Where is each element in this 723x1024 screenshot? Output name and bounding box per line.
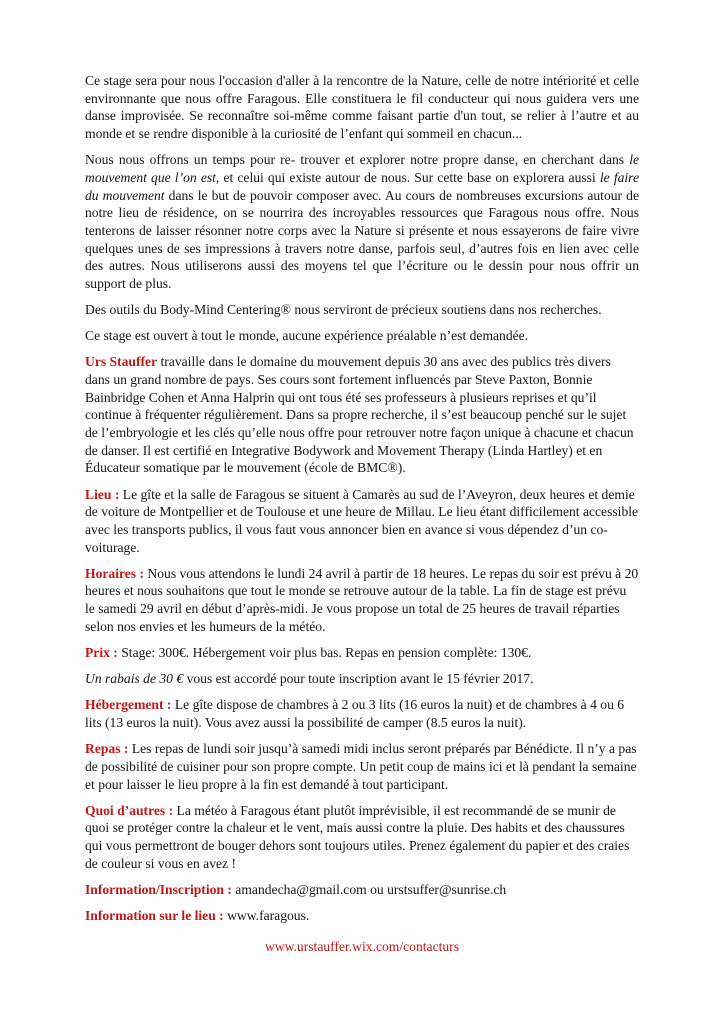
section-label-horaires: Horaires :	[85, 565, 145, 581]
section-label-information-lieu: Information sur le lieu :	[85, 908, 224, 924]
paragraph-lieu	[85, 486, 642, 557]
text-run: Des outils du Body-Mind Centering® nous serviront de précieux soutiens dans nos recherches.	[85, 302, 602, 318]
text-run: Le gîte et la salle de Faragous se situent à Camarès au sud de l’Aveyron, deux heures et demie de voiture de Montpellier et de Toulouse et une heure de Millau. Le lieu étant difficilement accessible avec les transports publics, il vous faut vous annoncer bien en avance si vous dépendez d’un co-voiturage.	[85, 486, 642, 555]
section-label-quoi-d-autres: Quoi d’autres :	[85, 802, 174, 818]
text-run: , et celui qui existe autour de nous. Sur cette base on explorera aussi	[215, 169, 600, 185]
section-label-urs-stauffer: Urs Stauffer	[85, 354, 158, 370]
text-run: Nous vous attendons le lundi 24 avril à partir de 18 heures. Le repas du soir est prévu à 20 heures et nous souhaitons que tout le monde se retrouve autour de la table. La fin de stage est prévu le samedi 29 avril en début d’après-midi. Je vous propose un total de 25 heures de travail réparties selon nos envies et les humeurs de la météo.	[85, 565, 642, 634]
paragraph-rabais	[85, 670, 639, 688]
contact-page-link[interactable]: www.urstauffer.wix.com/contacturs	[264, 938, 460, 954]
paragraph-repas	[85, 740, 639, 793]
section-label-repas: Repas :	[85, 741, 129, 757]
text-run: dans le but de pouvoir composer avec. Au cours de nombreuses excursions autour de notre lieu de résidence, on se nourrira des incroyables ressources que Faragous nous offre. Nous tenterons de laisser résonner notre corps avec la Nature si présente et nous essayerons de faire vivre quelques unes de ses impressions à travers notre danse, parfois seul, d’autres fois en lien avec celle des autres. Nous utiliserons aussi des moyens tel que l’écriture ou le dessin pour nous offrir un support de plus.	[85, 187, 643, 291]
italic-phrase: le faire du mouvement	[85, 169, 643, 203]
paragraph-quoi-d-autres	[85, 802, 639, 873]
paragraph-prix	[85, 644, 639, 662]
contact-emails: amandecha@gmail.com ou urstsuffer@sunrise.ch	[231, 881, 507, 897]
section-label-hebergement: Hébergement :	[85, 697, 172, 713]
paragraph-ouvert-a-tous	[85, 327, 639, 345]
paragraph-information-inscription	[85, 881, 639, 899]
paragraph-information-lieu	[85, 907, 639, 925]
section-label-prix: Prix :	[85, 644, 118, 660]
section-label-lieu: Lieu :	[85, 486, 120, 502]
paragraph-mouvement	[85, 151, 643, 292]
text-run: Ce stage sera pour nous l'occasion d'aller à la rencontre de la Nature, celle de notre intériorité et celle environnante que nous offre Faragous. Elle constituera le fil conducteur qui nous guidera vers une danse improvisée. Se reconnaître soi-même comme faisant partie d'un tout, se relier à l’autre et au monde et se rendre disponible à la curiosité de l’enfant qui sommeil en chacun...	[85, 73, 643, 142]
venue-website: www.faragous.	[223, 908, 310, 924]
italic-phrase: Un rabais de 30 €	[85, 671, 184, 687]
paragraph-hebergement	[85, 696, 639, 731]
text-run: Ce stage est ouvert à tout le monde, aucune expérience préalable n’est demandée.	[85, 328, 529, 344]
footer-link-row	[85, 938, 639, 956]
text-run: La météo à Faragous étant plutôt imprévisible, il est recommandé de se munir de quoi se protéger contre la chaleur et le vent, mais aussi contre la pluie. Des habits et des chaussures qui vous permettront de bouger dehors sont toujours utiles. Prenez également du papier et des craies de couleur si vous en avez !	[85, 802, 633, 871]
text-run: Stage: 300€. Hébergement voir plus bas. Repas en pension complète: 130€.	[117, 644, 532, 660]
paragraph-intro	[85, 72, 643, 143]
text-run: Les repas de lundi soir jusqu’à samedi midi inclus seront préparés par Bénédicte. Il n’y a pas de possibilité de cuisiner pour son propre compte. Un petit coup de mains ici et là pendant la semaine et pour laisser le lieu propre à la fin est demandé à tout participant.	[85, 741, 640, 792]
text-run: Nous nous offrons un temps pour re- trouver et explorer notre propre danse, en cherchant dans	[85, 152, 630, 168]
paragraph-urs-stauffer-bio	[85, 353, 639, 477]
paragraph-body-mind-centering	[85, 301, 639, 319]
italic-phrase: le mouvement que l’on est	[85, 152, 643, 185]
text-run: Le gîte dispose de chambres à 2 ou 3 lits (16 euros la nuit) et de chambres à 4 ou 6 lits (13 euros la nuit). Vous avez aussi la possibilité de camper (8.5 euros la nuit).	[85, 697, 628, 730]
text-run: vous est accordé pour toute inscription avant le 15 février 2017.	[183, 671, 534, 687]
text-run: travaille dans le domaine du mouvement depuis 30 ans avec des publics très divers dans un grand nombre de pays. Ses cours sont fortement influencés par Steve Paxton, Bonnie Bainbridge Cohen et Anna Halprin qui ont tous été ses professeurs à plusieurs reprises et qu’il continue à fréquenter régulièrement. Dans sa propre recherche, il s’est beaucoup penché sur le sujet de l’embryologie et les clés qu’elle nous offre pour retrouver notre façon unique à chacune et chacun de danser. Il est certifié en Integrative Bodywork and Movement Therapy (Linda Hartley) et en Éducateur somatique par le mouvement (école de BMC®).	[85, 354, 637, 476]
paragraph-horaires	[85, 565, 642, 636]
section-label-information-inscription: Information/Inscription :	[85, 881, 232, 897]
